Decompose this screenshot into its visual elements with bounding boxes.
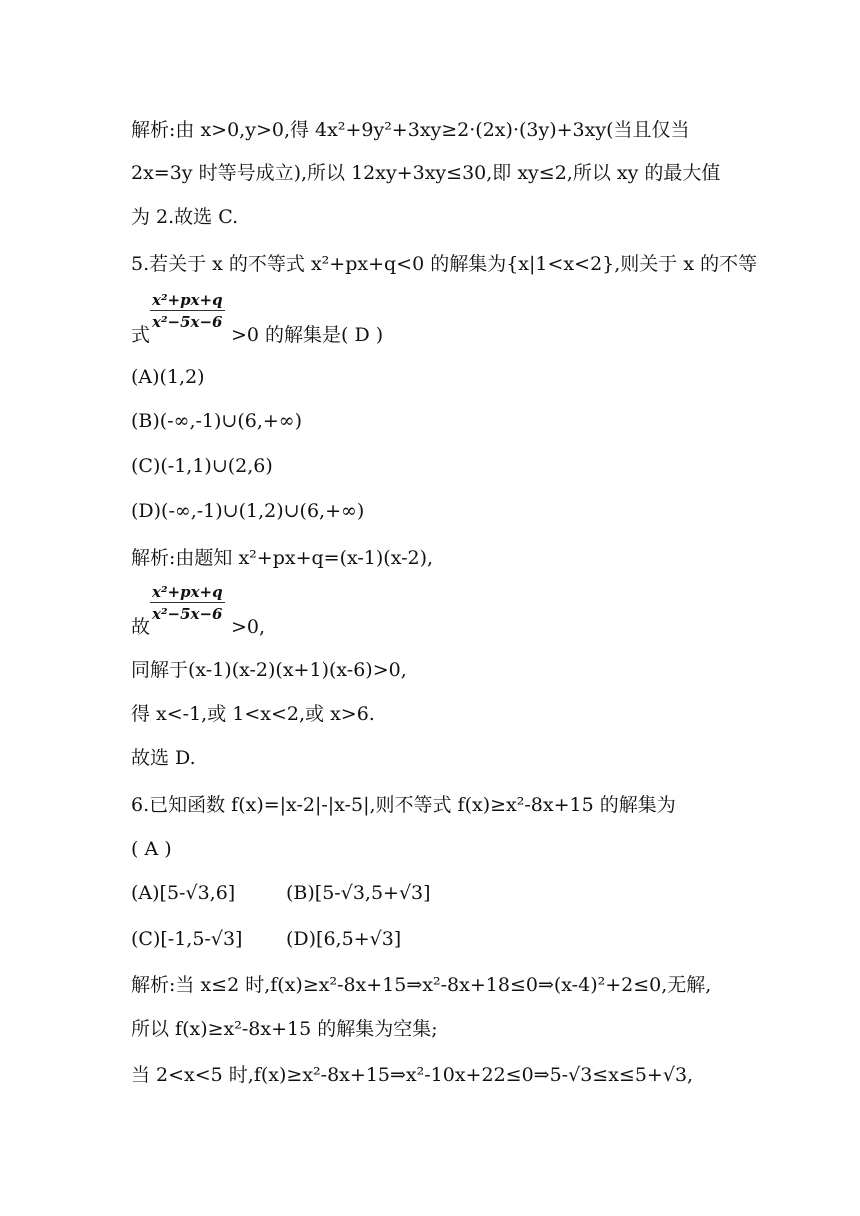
fraction-2-denominator: x²−5x−6	[152, 605, 223, 623]
fraction-1	[150, 290, 225, 333]
option-5d: (D)(-∞,-1)∪(1,2)∪(6,+∞)	[131, 500, 365, 522]
option-6b: (B)[5-√3,5+√3]	[286, 882, 431, 904]
question-6-answer: ( A )	[131, 838, 172, 860]
solution-5-line-4: 得 x<-1,或 1<x<2,或 x>6.	[131, 703, 375, 725]
solution-5-line-2-prefix: 故	[131, 616, 151, 638]
fraction-1-denominator: x²−5x−6	[152, 313, 223, 331]
question-6: 6.已知函数 f(x)=|x-2|-|x-5|,则不等式 f(x)≥x²-8x+15 的解集为	[131, 794, 676, 816]
fraction-1-numerator: x²+px+q	[152, 291, 223, 309]
solution-6-line-1: 解析:当 x≤2 时,f(x)≥x²-8x+15⇒x²-8x+18≤0⇒(x-4)²+2≤0,无解,	[131, 974, 712, 996]
fraction-2-numerator: x²+px+q	[152, 583, 223, 601]
solution-line-1: 解析:由 x>0,y>0,得 4x²+9y²+3xy≥2·(2x)·(3y)+3xy(当且仅当	[131, 119, 690, 141]
solution-line-2: 2x=3y 时等号成立),所以 12xy+3xy≤30,即 xy≤2,所以 xy 的最大值	[131, 162, 721, 184]
question-5-prefix: 式	[131, 324, 151, 346]
solution-line-3: 为 2.故选 C.	[131, 206, 239, 228]
option-5b: (B)(-∞,-1)∪(6,+∞)	[131, 410, 303, 432]
solution-5-line-3: 同解于(x-1)(x-2)(x+1)(x-6)>0,	[131, 659, 407, 681]
question-5-suffix: >0 的解集是( D )	[231, 324, 384, 346]
solution-6-line-3: 当 2<x<5 时,f(x)≥x²-8x+15⇒x²-10x+22≤0⇒5-√3≤x≤5+√3,	[131, 1064, 694, 1086]
option-6d: (D)[6,5+√3]	[286, 928, 402, 950]
fraction-2	[150, 582, 225, 625]
solution-5-line-1: 解析:由题知 x²+px+q=(x-1)(x-2),	[131, 547, 434, 569]
solution-5-line-5: 故选 D.	[131, 747, 196, 769]
question-5: 5.若关于 x 的不等式 x²+px+q<0 的解集为{x|1<x<2},则关于 x 的不等	[131, 253, 758, 275]
option-5c: (C)(-1,1)∪(2,6)	[131, 455, 273, 477]
option-6c: (C)[-1,5-√3]	[131, 928, 243, 950]
solution-6-line-2: 所以 f(x)≥x²-8x+15 的解集为空集;	[131, 1018, 438, 1040]
solution-5-line-2-suffix: >0,	[231, 616, 266, 638]
option-5a: (A)(1,2)	[131, 366, 205, 388]
option-6a: (A)[5-√3,6]	[131, 882, 236, 904]
